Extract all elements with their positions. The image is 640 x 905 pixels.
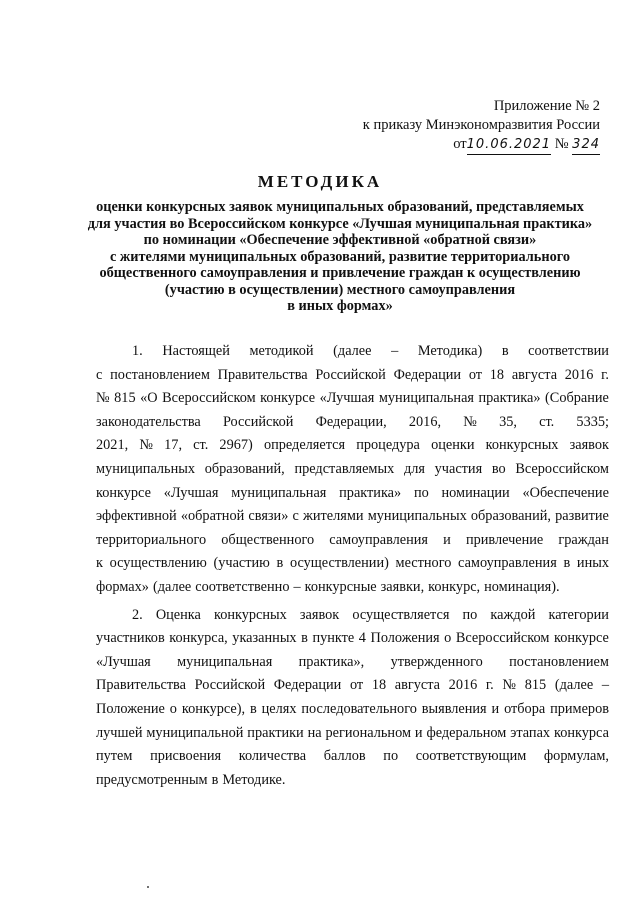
paragraph-line: территориального общественного самоуправления и привлечение граждан (96, 531, 609, 548)
paragraph-line: формах» (далее соответственно – конкурсные заявки, конкурс, номинация). (96, 578, 560, 595)
paragraph-line: конкурсе «Лучшая муниципальная практика» по номинации «Обеспечение (96, 484, 609, 501)
paragraph-line: путем присвоения количества баллов по соответствующим формулам, (96, 748, 609, 765)
document-body (96, 340, 609, 792)
date-prefix: от (453, 136, 467, 152)
paragraph-line: законодательства Российской Федерации, 2016, № 35, ст. 5335; (96, 413, 609, 430)
subtitle-line: оценки конкурсных заявок муниципальных образований, представляемых (96, 199, 584, 215)
subtitle-line: по номинации «Обеспечение эффективной «обратной связи» (143, 232, 537, 248)
paragraph-line: эффективной «обратной связи» с жителями муниципальных образований, развитие (96, 508, 609, 525)
subtitle-line: в иных формах» (287, 298, 393, 314)
subtitle-line: (участию в осуществлении) местного самоуправления (164, 281, 516, 298)
paragraph-line: к осуществлению (участию в осуществлении) местного самоуправления в иных (96, 555, 609, 572)
paragraph-line: участников конкурса, указанных в пункте 4 Положения о Всероссийском конкурсе (96, 630, 609, 647)
paragraph-line: 2. Оценка конкурсных заявок осуществляется по каждой категории (132, 606, 609, 623)
order-date-handwritten: 10.06.2021 (467, 135, 551, 155)
paragraph-line: Правительства Российской Федерации от 18 августа 2016 г. № 815 (далее – (96, 677, 609, 694)
paragraph-line: 2021, № 17, ст. 2967) определяется процедура оценки конкурсных заявок (96, 437, 609, 454)
paragraph-1 (96, 340, 609, 600)
document-title: МЕТОДИКА (257, 172, 383, 191)
paragraph-line: предусмотренным в Методике. (96, 771, 286, 788)
subtitle-line: общественного самоуправления и привлечение граждан к осуществлению (99, 265, 581, 281)
document-subtitle (80, 199, 600, 315)
paragraph-line: с постановлением Правительства Российской Федерации от 18 августа 2016 г. (96, 366, 609, 383)
paragraph-line: лучшей муниципальной практики на региональном и федеральном этапах конкурса (96, 724, 609, 741)
subtitle-line: для участия во Всероссийском конкурсе «Лучшая муниципальная практика» (87, 215, 593, 232)
order-date-number-line (453, 135, 600, 155)
scan-speck (147, 886, 149, 888)
paragraph-line: № 815 «О Всероссийском конкурсе «Лучшая муниципальная практика» (Собрание (96, 390, 609, 407)
appendix-block (363, 97, 600, 155)
order-number-handwritten: 324 (572, 135, 600, 155)
appendix-title: Приложение № 2 (493, 98, 600, 114)
number-prefix: № (554, 136, 569, 152)
subtitle-line: с жителями муниципальных образований, развитие территориального (109, 248, 571, 265)
paragraph-line: муниципальных образований, представляемых для участия во Всероссийском (96, 460, 609, 477)
paragraph-line: Положение о конкурсе), в целях последовательного выявления и отбора примеров (96, 700, 609, 717)
paragraph-line: «Лучшая муниципальная практика», утвержденного постановлением (96, 653, 609, 670)
paragraph-2 (96, 604, 609, 793)
appendix-order-reference: к приказу Минэкономразвития России (362, 117, 600, 133)
paragraph-line: 1. Настоящей методикой (далее – Методика) в соответствии (132, 343, 609, 359)
